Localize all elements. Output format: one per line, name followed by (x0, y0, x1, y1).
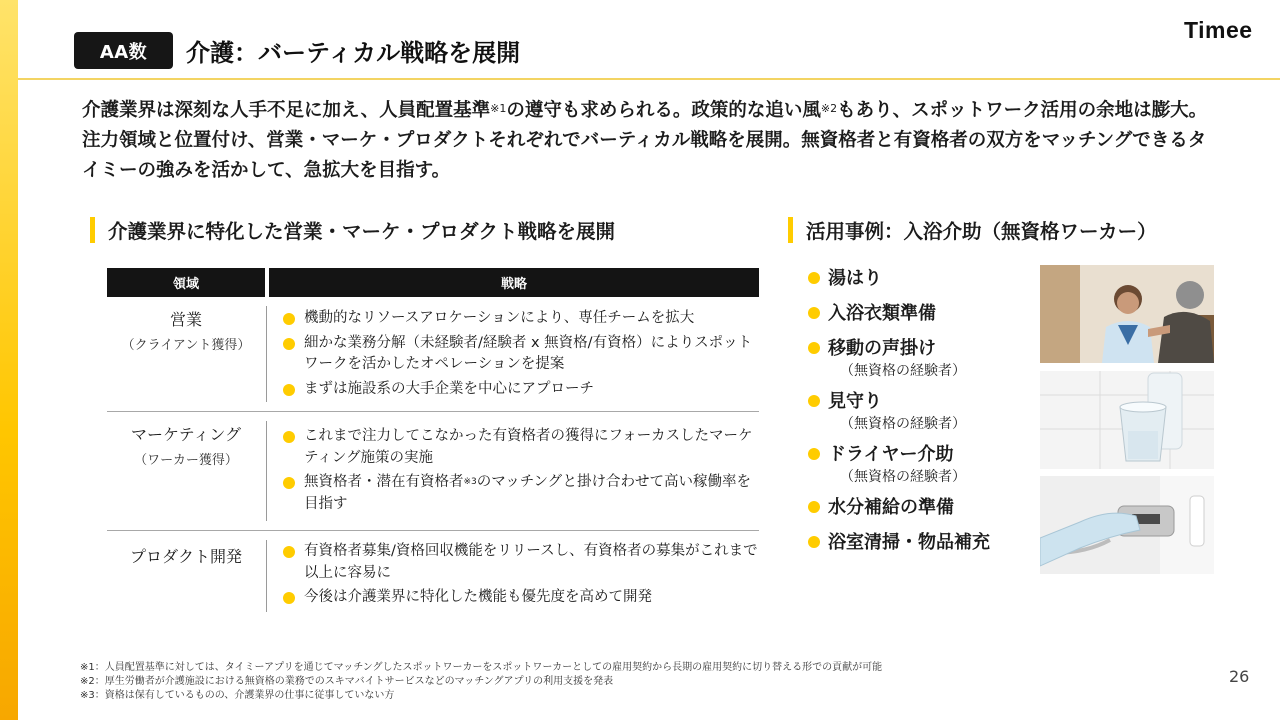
timee-logo: Timee (1184, 17, 1253, 43)
area-sublabel: （ワーカー獲得） (134, 453, 238, 468)
list-item: 浴室清掃・物品補充 (808, 529, 1028, 556)
list-item: 今後は介護業界に特化した機能も優先度を高めて開発 (283, 587, 759, 609)
list-item: 細かな業務分解（未経験者/経験者 x 無資格/有資格）によりスポットワークを活かしたオペレーションを提案 (283, 333, 759, 376)
marketing-bullets (283, 426, 759, 518)
area-sublabel: （クライアント獲得） (121, 338, 251, 353)
bath-cleaning-photo (1040, 476, 1214, 574)
product-bullets (283, 541, 759, 612)
list-item: 無資格者・潜在有資格者$^{※3}$のマッチングと掛け合わせて高い稼働率を目指す (283, 472, 759, 515)
list-item: これまで注力してこなかった有資格者の獲得にフォーカスしたマーケティング施策の実施 (283, 426, 759, 469)
list-item: まずは施設系の大手企業を中心にアプローチ (283, 379, 759, 401)
section-tag: AA数 (74, 32, 173, 69)
strategy-section-title: 介護業界に特化した営業・マーケ・プロダクト戦略を展開 (90, 216, 615, 244)
case-list (808, 265, 1028, 556)
side-accent-stripe (0, 0, 18, 720)
column-divider (266, 306, 267, 402)
column-divider (266, 421, 267, 521)
table-header-strategy: 戦略 (269, 268, 759, 297)
footnote-3: ※3：資格は保有しているものの、介護業界の仕事に従事していない方 (80, 690, 395, 701)
water-glass-photo (1040, 371, 1214, 469)
list-item: 移動の声掛け （無資格の経験者） (808, 335, 1028, 380)
lead-paragraph: 介護業界は深刻な人手不足に加え、人員配置基準$^{※1}$の遵守も求められる。政策的な追い風$^{※2}$もあり、スポットワーク活用の余地は膨大。注力領域と位置付け、営業・マーケ・プロダクトそれぞれでバーティカル戦略を展開。無資格者と有資格者の双方をマッチングできるタイミーの強みを活かして、急拡大を目指す。 (82, 100, 1208, 181)
list-item: 湯はり (808, 265, 1028, 292)
column-divider (266, 540, 267, 612)
row-area-sales (107, 307, 265, 353)
sales-bullets (283, 308, 759, 403)
footnote-1: ※1：人員配置基準に対しては、タイミーアプリを通じてマッチングしたスポットワーカーをスポットワーカーとしての雇用契約から長期の雇用契約に切り替える形での貢献が可能 (80, 662, 883, 673)
footnote-2: ※2：厚生労働者が介護施設における無資格の業務でのスキマバイトサービスなどのマッチングアプリの利用支援を発表 (80, 676, 614, 687)
list-item: 入浴衣類準備 (808, 300, 1028, 327)
header-divider (18, 78, 1280, 80)
water-glass-illustration (1040, 371, 1214, 469)
area-label: 営業 (169, 310, 202, 329)
list-item: 有資格者募集/資格回収機能をリリースし、有資格者の募集がこれまで以上に容易に (283, 541, 759, 584)
list-item: ドライヤー介助 （無資格の経験者） (808, 441, 1028, 486)
page-number: 26 (1229, 667, 1250, 686)
case-section-title: 活用事例：入浴介助（無資格ワーカー） (788, 216, 1157, 244)
page-title: 介護：バーティカル戦略を展開 (186, 39, 521, 67)
row-divider (107, 530, 759, 531)
table-header-area: 領域 (107, 268, 265, 297)
caregiver-photo (1040, 265, 1214, 363)
area-label: プロダクト開発 (129, 547, 242, 566)
row-divider (107, 411, 759, 412)
row-area-marketing (107, 422, 265, 468)
area-label: マーケティング (130, 425, 242, 444)
caregiver-illustration (1040, 265, 1214, 363)
footnotes (80, 661, 882, 703)
bath-cleaning-illustration (1040, 476, 1214, 574)
row-area-product (107, 544, 265, 567)
list-item: 水分補給の準備 (808, 494, 1028, 521)
list-item: 機動的なリソースアロケーションにより、専任チームを拡大 (283, 308, 759, 330)
list-item: 見守り （無資格の経験者） (808, 388, 1028, 433)
